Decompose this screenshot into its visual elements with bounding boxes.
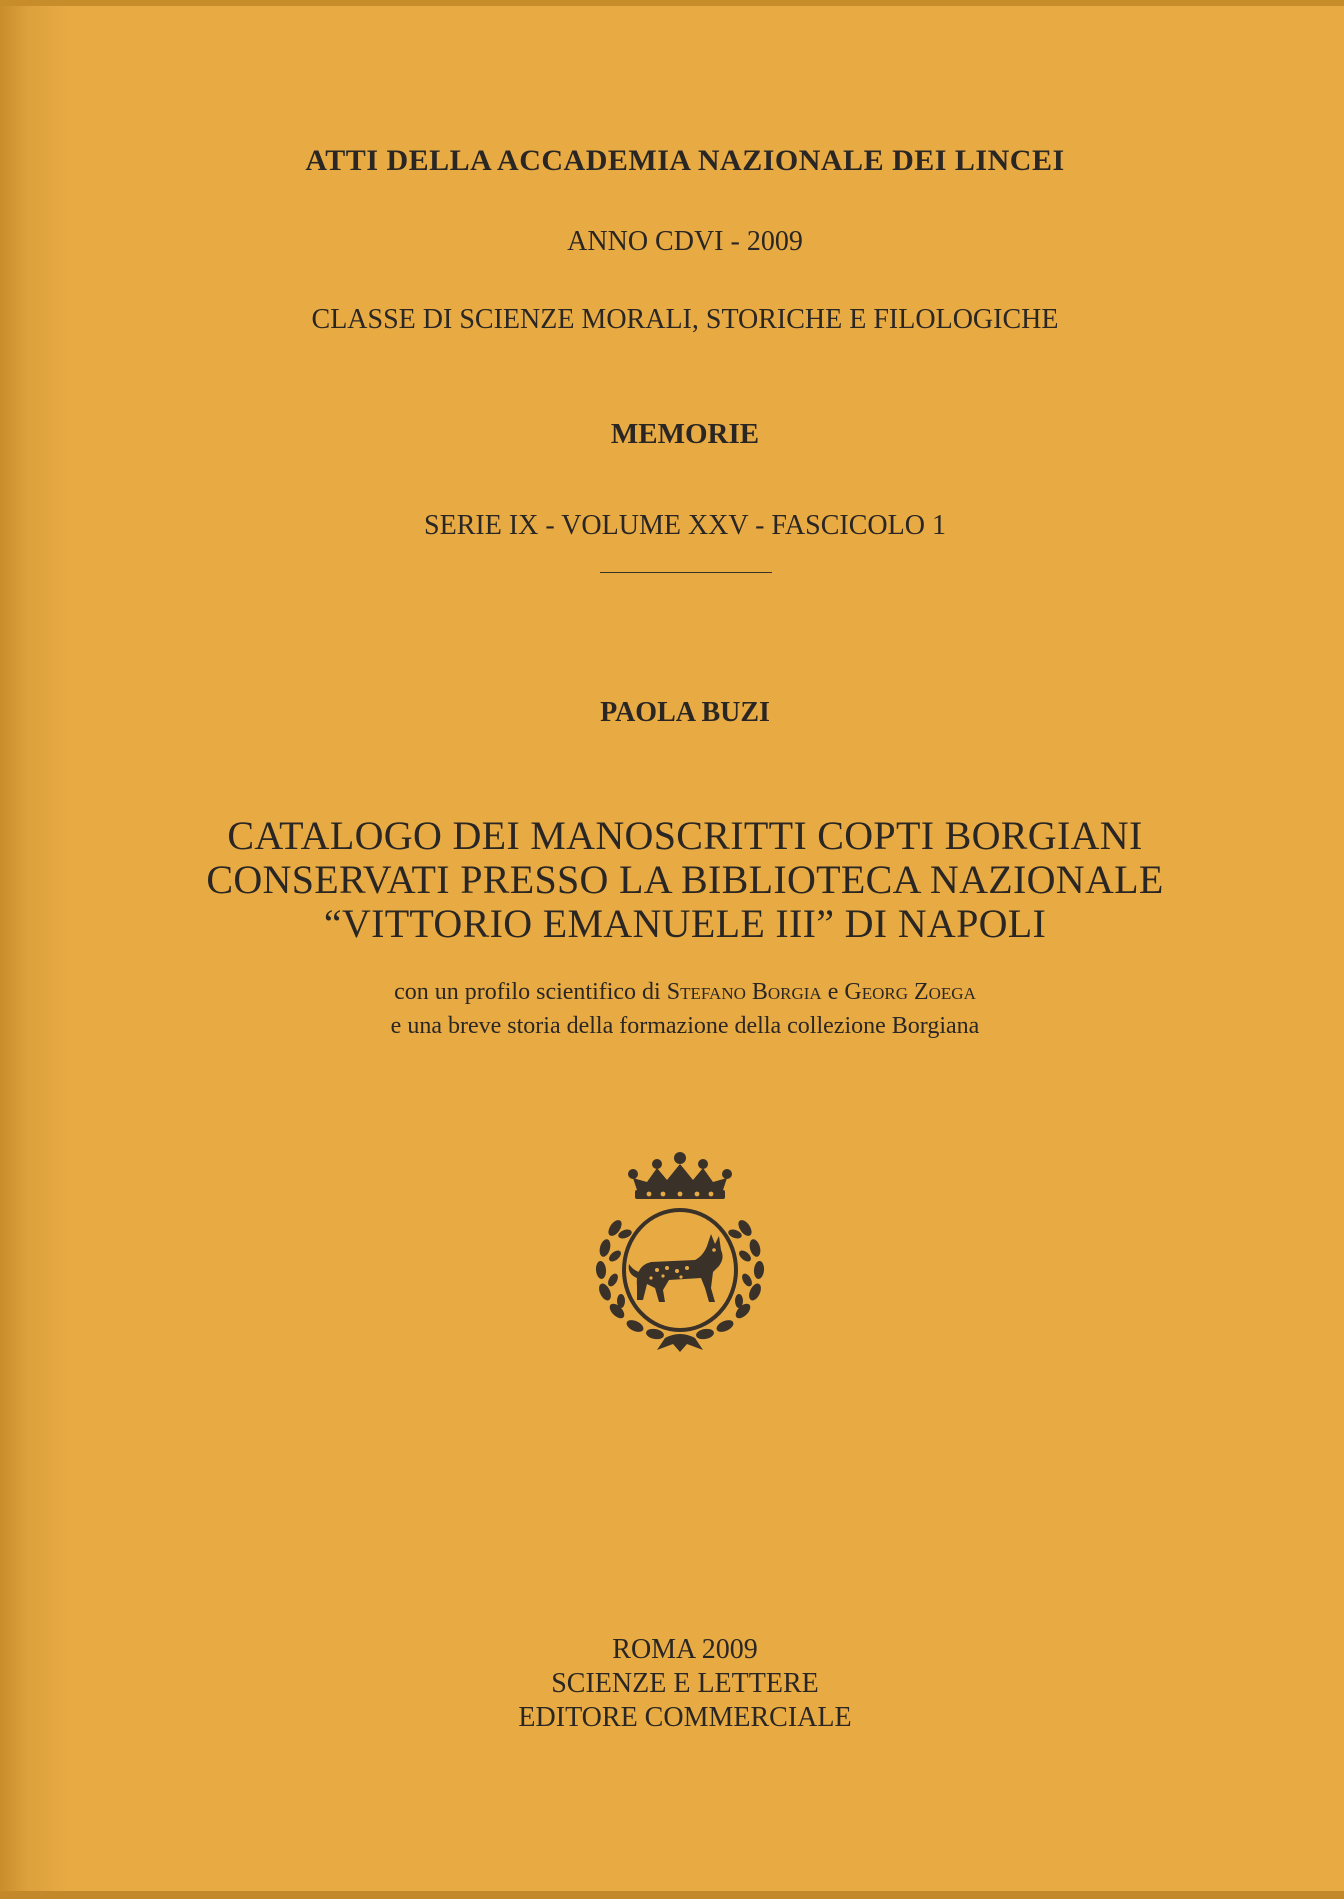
cover-top-edge [0,0,1344,6]
subtitle-conjunction: e [821,979,845,1005]
memorie-heading: MEMORIE [610,418,760,450]
title-line-3: “VITTORIO EMANUELE III” DI NAPOLI [323,901,1047,946]
spine-shadow [0,0,70,1899]
series-header: ATTI DELLA ACCADEMIA NAZIONALE DEI LINCEI [305,144,1065,177]
publisher-type: EDITORE COMMERCIALE [518,1702,852,1733]
subtitle-name-zoega: Georg Zoega [844,979,976,1005]
subtitle-line-2: e una breve storia della formazione della collezione Borgiana [390,1013,980,1039]
divider-rule [600,572,772,573]
publisher-place-year: ROMA 2009 [612,1634,758,1665]
serie-line: SERIE IX - VOLUME XXV - FASCICOLO 1 [424,510,946,541]
cover-bottom-edge [0,1891,1344,1899]
subtitle-prefix: con un profilo scientifico di [394,979,667,1005]
title-line-2: CONSERVATI PRESSO LA BIBLIOTECA NAZIONALE [206,857,1164,902]
author-name: PAOLA BUZI [600,697,770,728]
publisher-name: SCIENZE E LETTERE [551,1668,819,1699]
title-line-1: CATALOGO DEI MANOSCRITTI COPTI BORGIANI [227,813,1143,858]
subtitle-line-1 [0,979,1344,1006]
lynx-crest-emblem-icon [585,1138,775,1358]
classe-line: CLASSE DI SCIENZE MORALI, STORICHE E FILOLOGICHE [311,304,1059,335]
subtitle-name-borgia: Stefano Borgia [666,979,822,1005]
anno-line: ANNO CDVI - 2009 [567,226,803,257]
